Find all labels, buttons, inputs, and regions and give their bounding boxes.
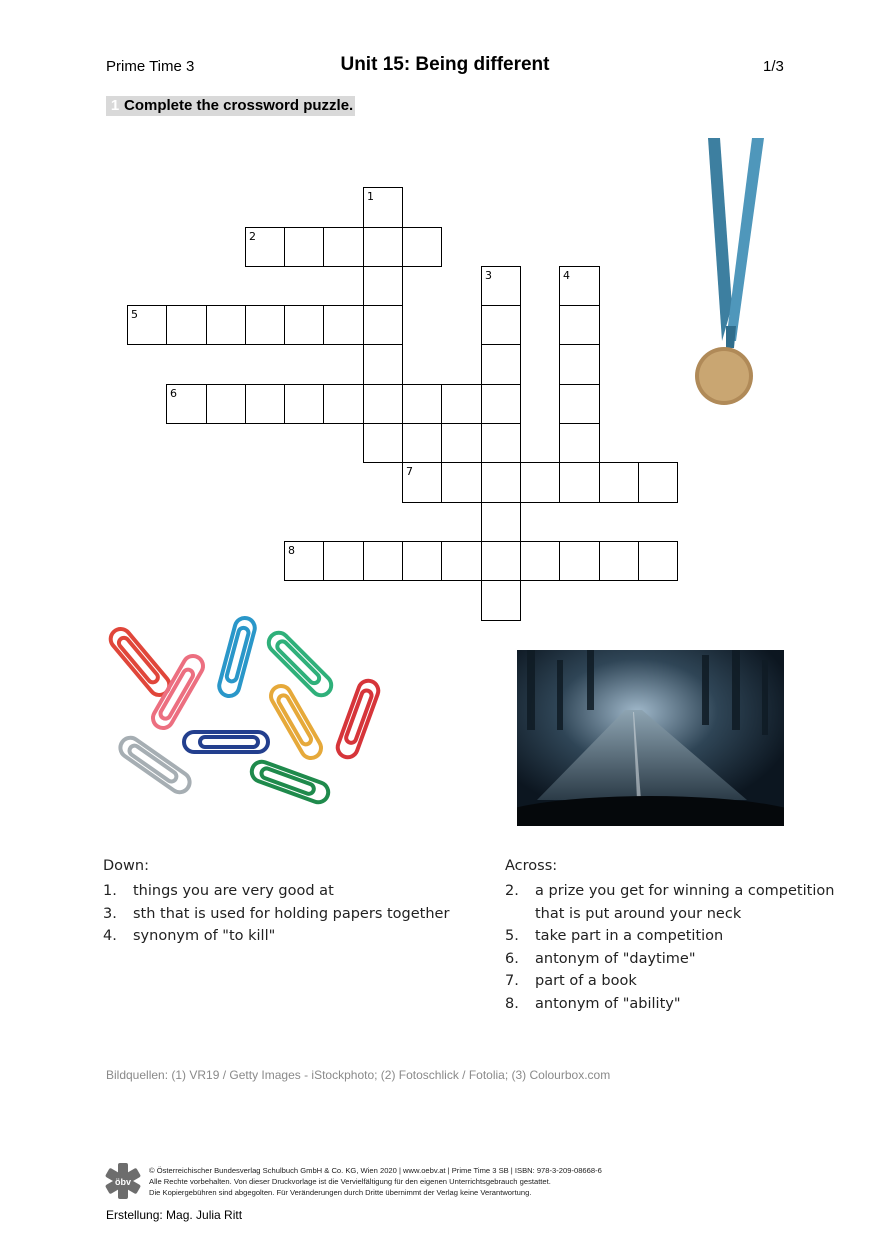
paper-clips-image <box>100 612 390 812</box>
crossword-cell[interactable] <box>323 384 364 424</box>
crossword-cell-number: 6 <box>170 387 177 400</box>
crossword-cell-number: 1 <box>367 190 374 203</box>
crossword-cell[interactable] <box>559 384 600 424</box>
crossword-cell[interactable] <box>363 227 403 267</box>
crossword-cell[interactable] <box>559 541 600 581</box>
header-subject: Prime Time 3 <box>106 58 195 75</box>
crossword-cell[interactable] <box>363 423 403 463</box>
crossword-cell[interactable] <box>323 541 364 581</box>
clue-text: part of a book <box>535 973 637 989</box>
clue-across-6 <box>505 948 850 971</box>
crossword-cell[interactable] <box>284 384 324 424</box>
crossword-cell[interactable] <box>559 423 600 463</box>
crossword-cell-number: 7 <box>406 465 413 478</box>
across-heading: Across: <box>505 858 558 874</box>
crossword-cell[interactable] <box>284 305 324 345</box>
task-text: Complete the crossword puzzle. <box>124 97 354 114</box>
publisher-logo <box>104 1162 142 1200</box>
crossword-cell[interactable] <box>481 384 521 424</box>
crossword-cell[interactable] <box>363 384 403 424</box>
clue-text: antonym of "daytime" <box>535 950 696 967</box>
clue-number: 8. <box>505 995 519 1012</box>
crossword-cell[interactable] <box>481 502 521 542</box>
clue-text: a prize you get for winning a competition that is put around your neck <box>535 883 835 922</box>
clue-down-4 <box>103 925 483 948</box>
across-clues <box>505 858 850 1015</box>
crossword-cell-number: 8 <box>288 544 295 557</box>
crossword-cell[interactable] <box>638 462 678 503</box>
crossword-cell[interactable] <box>402 423 442 463</box>
crossword-cell[interactable] <box>638 541 678 581</box>
copyright-line: Alle Rechte vorbehalten. Von dieser Druckvorlage ist die Vervielfältigung für den eigenen Unterrichtsgebrauch gestattet. <box>149 1177 551 1186</box>
crossword-cell[interactable] <box>166 305 207 345</box>
crossword-cell[interactable] <box>284 541 324 581</box>
crossword-cell[interactable] <box>481 266 521 306</box>
crossword-cell[interactable] <box>284 227 324 267</box>
clue-down-3 <box>103 903 483 926</box>
crossword-cell[interactable] <box>245 227 285 267</box>
crossword-cell[interactable] <box>441 423 482 463</box>
crossword-cell[interactable] <box>402 384 442 424</box>
clue-across-8 <box>505 993 850 1016</box>
crossword-cell[interactable] <box>520 462 560 503</box>
crossword-cell[interactable] <box>559 305 600 345</box>
crossword-cell[interactable] <box>559 344 600 385</box>
crossword-cell[interactable] <box>363 187 403 228</box>
crossword-cell[interactable] <box>441 384 482 424</box>
crossword-cell[interactable] <box>481 541 521 581</box>
clue-number: 5. <box>505 928 519 944</box>
page-number: 1/3 <box>763 58 784 75</box>
crossword-cell-number: 4 <box>563 269 570 282</box>
clue-down-1 <box>103 880 483 903</box>
clue-number: 3. <box>103 905 117 922</box>
clue-number: 1. <box>103 883 117 899</box>
crossword-cell[interactable] <box>481 344 521 385</box>
crossword-cell[interactable] <box>206 305 246 345</box>
copyright-notice <box>149 1165 709 1198</box>
crossword-cell[interactable] <box>363 344 403 385</box>
crossword-cell[interactable] <box>481 423 521 463</box>
medal-image <box>690 136 770 416</box>
crossword-cell[interactable] <box>363 266 403 306</box>
crossword-cell[interactable] <box>481 462 521 503</box>
clue-across-5 <box>505 925 850 948</box>
down-heading: Down: <box>103 858 149 874</box>
copyright-line: © Österreichischer Bundesverlag Schulbuch GmbH & Co. KG, Wien 2020 | www.oebv.at | Prime Time 3 SB | ISBN: 978-3-209-08668-6 <box>149 1166 602 1175</box>
crossword-cell[interactable] <box>402 541 442 581</box>
crossword-cell[interactable] <box>520 541 560 581</box>
crossword-cell[interactable] <box>245 384 285 424</box>
clue-number: 4. <box>103 928 117 944</box>
clue-number: 2. <box>505 883 519 899</box>
crossword-cell[interactable] <box>481 580 521 621</box>
crossword-cell-number: 3 <box>485 269 492 282</box>
copyright-line: Die Kopiergebühren sind abgegolten. Für Veränderungen durch Dritte übernimmt der Verlag keine Verantwortung. <box>149 1188 532 1197</box>
clue-across-7 <box>505 970 850 993</box>
crossword-cell[interactable] <box>166 384 207 424</box>
crossword-cell[interactable] <box>599 541 639 581</box>
crossword-cell[interactable] <box>402 227 442 267</box>
clue-text: things you are very good at <box>133 883 334 899</box>
crossword-cell[interactable] <box>441 462 482 503</box>
crossword-cell[interactable] <box>206 384 246 424</box>
logo-text: öbv <box>114 1177 132 1187</box>
crossword-cell[interactable] <box>599 462 639 503</box>
author-credit: Erstellung: Mag. Julia Ritt <box>106 1208 243 1222</box>
clue-number: 6. <box>505 950 519 967</box>
crossword-cell[interactable] <box>441 541 482 581</box>
crossword-cell[interactable] <box>363 541 403 581</box>
clue-across-2 <box>505 880 850 925</box>
night-road-image <box>517 650 784 826</box>
down-clues <box>103 858 483 948</box>
crossword-cell[interactable] <box>559 462 600 503</box>
image-sources: Bildquellen: (1) VR19 / Getty Images - iStockphoto; (2) Fotoschlick / Fotolia; (3) Colourbox.com <box>106 1068 611 1082</box>
crossword-cell[interactable] <box>402 462 442 503</box>
crossword-cell-number: 5 <box>131 308 138 321</box>
page-title: Unit 15: Being different <box>340 54 550 75</box>
clue-number: 7. <box>505 973 519 989</box>
crossword-cell[interactable] <box>559 266 600 306</box>
task-number: 1 <box>110 97 120 114</box>
crossword-cell[interactable] <box>481 305 521 345</box>
crossword-cell[interactable] <box>363 305 403 345</box>
clue-text: synonym of "to kill" <box>133 928 276 944</box>
crossword-cell[interactable] <box>127 305 167 345</box>
clue-text: sth that is used for holding papers together <box>133 905 450 922</box>
crossword-cell[interactable] <box>323 227 364 267</box>
clue-text: take part in a competition <box>535 928 724 944</box>
crossword-cell[interactable] <box>323 305 364 345</box>
crossword-cell[interactable] <box>245 305 285 345</box>
crossword-cell-number: 2 <box>249 230 256 243</box>
clue-text: antonym of "ability" <box>535 995 681 1012</box>
oebv-logo-icon <box>104 1162 142 1200</box>
